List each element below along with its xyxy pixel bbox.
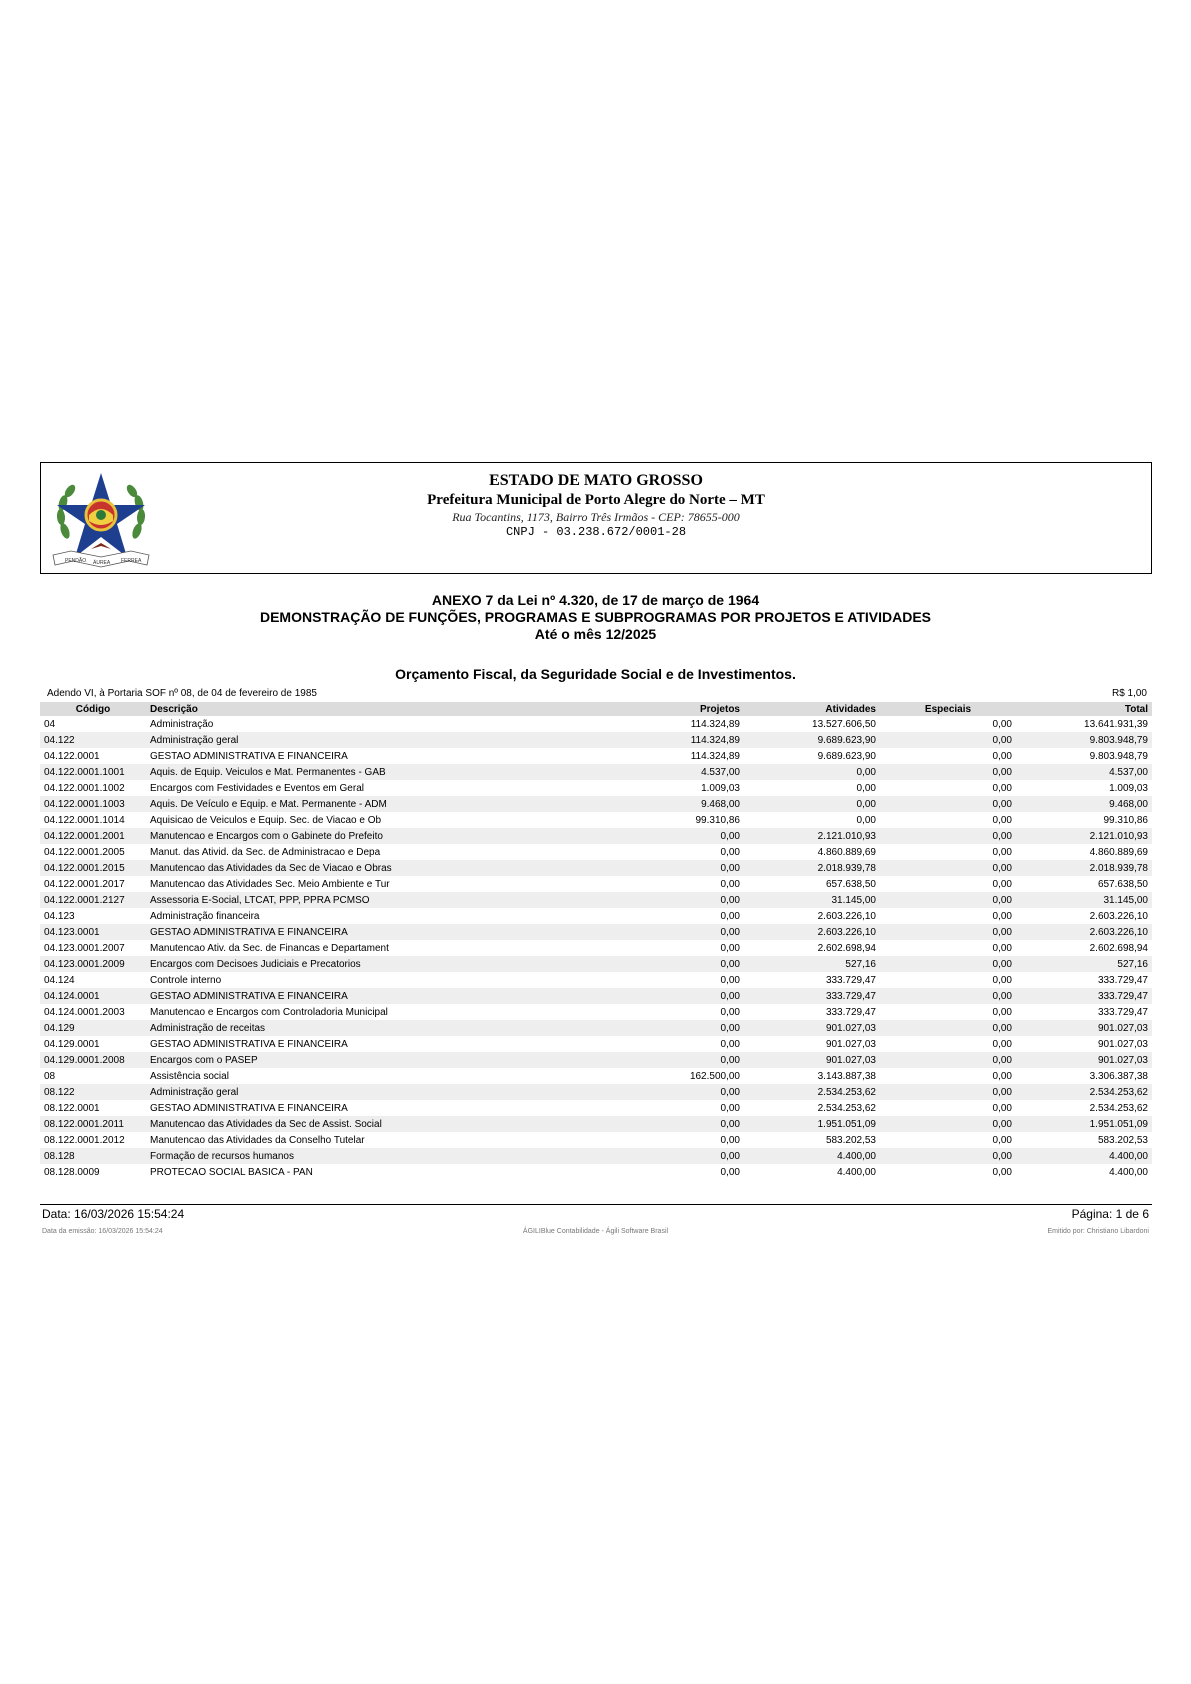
svg-text:PENDÃO: PENDÃO (65, 558, 87, 564)
cell-especiais: 0,00 (992, 1038, 1012, 1050)
table-row (40, 748, 1152, 764)
cell-projetos: 0,00 (720, 942, 740, 954)
cell-descricao: GESTAO ADMINISTRATIVA E FINANCEIRA (150, 750, 348, 762)
cell-especiais: 0,00 (880, 764, 1016, 780)
cell-projetos: 0,00 (616, 860, 744, 876)
cell-projetos: 0,00 (616, 1116, 744, 1132)
cell-especiais: 0,00 (880, 860, 1016, 876)
cell-codigo: 04.129.0001 (44, 1038, 100, 1050)
cell-projetos: 0,00 (720, 910, 740, 922)
cell-codigo: 04.122 (40, 732, 146, 748)
cell-descricao: Administração geral (146, 1084, 616, 1100)
table-row (40, 908, 1152, 924)
table-row (40, 876, 1152, 892)
cell-especiais: 0,00 (880, 796, 1016, 812)
cell-projetos: 0,00 (616, 892, 744, 908)
report-subtitle: Orçamento Fiscal, da Seguridade Social e de Investimentos. (395, 666, 796, 682)
cell-projetos: 0,00 (616, 1084, 744, 1100)
cell-total: 31.145,00 (1016, 892, 1152, 908)
cell-codigo: 04.122.0001.2127 (40, 892, 146, 908)
cell-total: 99.310,86 (1103, 814, 1148, 826)
cell-especiais: 0,00 (992, 782, 1012, 794)
cell-especiais: 0,00 (880, 924, 1016, 940)
cell-projetos: 162.500,00 (689, 1070, 740, 1082)
table-row (40, 1100, 1152, 1116)
cell-atividades: 2.018.939,78 (744, 860, 880, 876)
report-title (0, 592, 1191, 643)
cell-descricao: Manutencao e Encargos com o Gabinete do Prefeito (146, 828, 616, 844)
cell-total: 657.638,50 (1097, 878, 1148, 890)
cell-descricao: Encargos com Festividades e Eventos em Geral (150, 782, 364, 794)
cell-especiais: 0,00 (992, 974, 1012, 986)
cell-descricao: Manutencao e Encargos com Controladoria Municipal (150, 1006, 388, 1018)
cell-atividades: 4.860.889,69 (817, 846, 876, 858)
cell-projetos: 1.009,03 (701, 782, 740, 794)
cell-atividades: 901.027,03 (744, 1020, 880, 1036)
cell-projetos: 0,00 (720, 1134, 740, 1146)
cell-descricao: Assistência social (150, 1070, 229, 1082)
table-row (40, 940, 1152, 956)
cell-total: 583.202,53 (1097, 1134, 1148, 1146)
cell-atividades: 4.400,00 (837, 1166, 876, 1178)
cell-projetos: 99.310,86 (695, 814, 740, 826)
cell-codigo: 04.123.0001 (40, 924, 146, 940)
cell-especiais: 0,00 (992, 814, 1012, 826)
cell-especiais: 0,00 (880, 892, 1016, 908)
cell-codigo: 04.122.0001.1014 (44, 814, 125, 826)
cell-projetos: 0,00 (720, 878, 740, 890)
cell-total: 4.537,00 (1016, 764, 1152, 780)
cell-projetos: 114.324,89 (690, 718, 740, 730)
cell-total: 1.951.051,09 (1016, 1116, 1152, 1132)
cell-especiais: 0,00 (880, 988, 1016, 1004)
table-row (40, 860, 1152, 876)
cell-projetos: 4.537,00 (616, 764, 744, 780)
cell-atividades: 2.121.010,93 (744, 828, 880, 844)
cell-especiais: 0,00 (992, 942, 1012, 954)
cell-especiais: 0,00 (880, 828, 1016, 844)
cell-descricao: Formação de recursos humanos (146, 1148, 616, 1164)
table-row (40, 1036, 1152, 1052)
cell-atividades: 333.729,47 (825, 1006, 876, 1018)
table-row (40, 988, 1152, 1004)
cell-descricao: Manut. das Ativid. da Sec. de Administracao e Depa (150, 846, 381, 858)
portaria-reference: Adendo VI, à Portaria SOF nº 08, de 04 de fevereiro de 1985 (47, 688, 317, 699)
cell-especiais: 0,00 (880, 1052, 1016, 1068)
cell-atividades: 2.603.226,10 (817, 910, 876, 922)
cell-total: 2.018.939,78 (1016, 860, 1152, 876)
cell-atividades: 0,00 (744, 796, 880, 812)
cnpj: CNPJ - 03.238.672/0001-28 (505, 525, 687, 539)
cell-descricao: Administração geral (146, 732, 616, 748)
title-line-2: DEMONSTRAÇÃO DE FUNÇÕES, PROGRAMAS E SUBPROGRAMAS POR PROJETOS E ATIVIDADES (259, 609, 932, 625)
cell-atividades: 31.145,00 (744, 892, 880, 908)
cell-atividades: 9.689.623,90 (744, 732, 880, 748)
table-row (40, 1164, 1152, 1180)
table-row (40, 780, 1152, 796)
cell-projetos: 0,00 (720, 1038, 740, 1050)
cell-projetos: 0,00 (720, 1102, 740, 1114)
report-meta (47, 688, 1147, 699)
cell-atividades: 0,00 (856, 814, 876, 826)
cell-projetos: 0,00 (720, 846, 740, 858)
cell-descricao: Encargos com Decisoes Judiciais e Precatorios (146, 956, 616, 972)
cell-codigo: 08 (44, 1070, 56, 1082)
cell-total: 2.534.253,62 (1016, 1084, 1152, 1100)
cell-atividades: 9.689.623,90 (817, 750, 876, 762)
cell-total: 333.729,47 (1016, 988, 1152, 1004)
cell-codigo: 04.129 (40, 1020, 146, 1036)
cell-descricao: GESTAO ADMINISTRATIVA E FINANCEIRA (150, 1038, 348, 1050)
table-row (40, 1132, 1152, 1148)
cell-descricao: GESTAO ADMINISTRATIVA E FINANCEIRA (150, 1102, 348, 1114)
cell-descricao: Aquis. De Veículo e Equip. e Mat. Permanente - ADM (146, 796, 616, 812)
cell-atividades: 901.027,03 (825, 1038, 876, 1050)
cell-especiais: 0,00 (880, 1084, 1016, 1100)
cell-descricao: Manutencao Ativ. da Sec. de Financas e Departament (150, 942, 389, 954)
cell-codigo: 08.122.0001.2012 (44, 1134, 125, 1146)
footer-emission-date: Data da emissão: 16/03/2026 15:54:24 (42, 1228, 163, 1235)
cell-especiais: 0,00 (880, 956, 1016, 972)
table-row (40, 1148, 1152, 1164)
cell-atividades: 4.400,00 (744, 1148, 880, 1164)
cell-descricao: Manutencao das Atividades da Sec de Viacao e Obras (146, 860, 616, 876)
cell-codigo: 04.123 (44, 910, 75, 922)
cell-projetos: 0,00 (616, 924, 744, 940)
cell-total: 2.121.010,93 (1016, 828, 1152, 844)
cell-descricao: GESTAO ADMINISTRATIVA E FINANCEIRA (146, 988, 616, 1004)
table-row (40, 1052, 1152, 1068)
table-body (40, 716, 1152, 1180)
cell-total: 527,16 (1016, 956, 1152, 972)
cell-total: 4.400,00 (1016, 1148, 1152, 1164)
cell-projetos: 0,00 (616, 988, 744, 1004)
cell-atividades: 333.729,47 (744, 988, 880, 1004)
cell-projetos: 0,00 (616, 828, 744, 844)
cell-total: 2.603.226,10 (1089, 910, 1148, 922)
table-row (40, 924, 1152, 940)
col-atividades: Atividades (744, 702, 880, 716)
table-row (40, 828, 1152, 844)
cell-atividades: 2.602.698,94 (817, 942, 876, 954)
cell-codigo: 08.122 (40, 1084, 146, 1100)
budget-table (40, 702, 1152, 1180)
cell-especiais: 0,00 (880, 1116, 1016, 1132)
cell-total: 2.534.253,62 (1089, 1102, 1148, 1114)
cell-codigo: 04.122.0001.2001 (40, 828, 146, 844)
cell-codigo: 08.128.0009 (44, 1166, 100, 1178)
cell-descricao: Administração financeira (150, 910, 260, 922)
cell-codigo: 04.122.0001.1002 (44, 782, 125, 794)
cell-total: 9.803.948,79 (1016, 732, 1152, 748)
cell-codigo: 04.122.0001.1003 (40, 796, 146, 812)
cell-total: 901.027,03 (1016, 1052, 1152, 1068)
cell-total: 2.603.226,10 (1016, 924, 1152, 940)
cell-total: 4.860.889,69 (1089, 846, 1148, 858)
table-row (40, 972, 1152, 988)
cell-codigo: 04.129.0001.2008 (40, 1052, 146, 1068)
cell-codigo: 08.128 (40, 1148, 146, 1164)
cell-descricao: Manutencao das Atividades Sec. Meio Ambiente e Tur (150, 878, 390, 890)
col-total: Total (1016, 702, 1152, 716)
cell-codigo: 08.122.0001 (44, 1102, 100, 1114)
prefeitura-name: Prefeitura Municipal de Porto Alegre do Norte – MT (427, 492, 765, 508)
footer-page-number: Página: 1 de 6 (1071, 1207, 1149, 1221)
cell-descricao: Aquis. de Equip. Veiculos e Mat. Permanentes - GAB (146, 764, 616, 780)
svg-text:FERREA: FERREA (121, 558, 142, 564)
table-row (40, 844, 1152, 860)
cell-codigo: 04.124 (44, 974, 75, 986)
cell-atividades: 0,00 (856, 782, 876, 794)
cell-total: 2.602.698,94 (1089, 942, 1148, 954)
col-projetos: Projetos (616, 702, 744, 716)
cell-especiais: 0,00 (992, 910, 1012, 922)
cell-codigo: 08.122.0001.2011 (40, 1116, 146, 1132)
cell-descricao: Controle interno (150, 974, 222, 986)
cell-codigo: 04.123.0001.2009 (40, 956, 146, 972)
cell-especiais: 0,00 (992, 1006, 1012, 1018)
cell-total: 333.729,47 (1097, 974, 1148, 986)
cell-codigo: 04.122.0001.2005 (44, 846, 125, 858)
cell-codigo: 04.124.0001.2003 (44, 1006, 125, 1018)
col-codigo: Código (40, 702, 146, 716)
cell-codigo: 04 (44, 718, 56, 730)
cell-atividades: 3.143.887,38 (817, 1070, 876, 1082)
cell-atividades: 583.202,53 (825, 1134, 876, 1146)
cell-codigo: 04.122.0001 (44, 750, 100, 762)
cell-total: 901.027,03 (1016, 1020, 1152, 1036)
cell-projetos: 9.468,00 (616, 796, 744, 812)
col-especiais: Especiais (880, 702, 1016, 716)
cell-descricao: Administração (150, 718, 214, 730)
letterhead (40, 462, 1152, 574)
table-row (40, 1084, 1152, 1100)
cell-codigo: 04.123.0001.2007 (44, 942, 125, 954)
cell-projetos: 0,00 (616, 1020, 744, 1036)
cell-total: 333.729,47 (1097, 1006, 1148, 1018)
cell-atividades: 2.534.253,62 (744, 1084, 880, 1100)
cell-especiais: 0,00 (992, 1070, 1012, 1082)
title-line-1: ANEXO 7 da Lei nº 4.320, de 17 de março de 1964 (431, 592, 760, 608)
cell-descricao: Aquisicao de Veiculos e Equip. Sec. de Viacao e Ob (150, 814, 382, 826)
cell-projetos: 0,00 (720, 1166, 740, 1178)
cell-especiais: 0,00 (880, 732, 1016, 748)
cell-atividades: 2.534.253,62 (817, 1102, 876, 1114)
table-header-row (40, 702, 1152, 716)
state-name: ESTADO DE MATO GROSSO (489, 472, 703, 489)
table-row (40, 732, 1152, 748)
cell-total: 1.009,03 (1109, 782, 1148, 794)
cell-atividades: 13.527.606,50 (812, 718, 876, 730)
cell-projetos: 0,00 (720, 974, 740, 986)
cell-especiais: 0,00 (992, 878, 1012, 890)
cell-descricao: Assessoria E-Social, LTCAT, PPP, PPRA PCMSO (146, 892, 616, 908)
table-row (40, 764, 1152, 780)
cell-atividades: 0,00 (744, 764, 880, 780)
cell-projetos: 0,00 (616, 1052, 744, 1068)
cell-projetos: 0,00 (720, 1006, 740, 1018)
footer-emitted-by: Emitido por: Christiano Libardoni (1047, 1228, 1149, 1235)
cell-especiais: 0,00 (992, 1102, 1012, 1114)
footer-divider (40, 1204, 1152, 1205)
table-row (40, 812, 1152, 828)
cell-total: 3.306.387,38 (1089, 1070, 1148, 1082)
cell-descricao: Encargos com o PASEP (146, 1052, 616, 1068)
cell-projetos: 114.324,89 (616, 732, 744, 748)
table-row (40, 1004, 1152, 1020)
table-row (40, 1116, 1152, 1132)
cell-codigo: 04.124.0001 (40, 988, 146, 1004)
cell-descricao: GESTAO ADMINISTRATIVA E FINANCEIRA (146, 924, 616, 940)
cell-descricao: Manutencao das Atividades da Sec de Assist. Social (146, 1116, 616, 1132)
cell-especiais: 0,00 (992, 750, 1012, 762)
cell-total: 13.641.931,39 (1084, 718, 1148, 730)
cell-atividades: 1.951.051,09 (744, 1116, 880, 1132)
table-row (40, 1068, 1152, 1084)
table-row (40, 796, 1152, 812)
cell-projetos: 0,00 (616, 956, 744, 972)
footer-date: Data: 16/03/2026 15:54:24 (42, 1207, 185, 1221)
cell-codigo: 04.122.0001.2015 (40, 860, 146, 876)
cell-especiais: 0,00 (992, 1166, 1012, 1178)
cell-especiais: 0,00 (992, 1134, 1012, 1146)
table-row (40, 716, 1152, 732)
table-row (40, 956, 1152, 972)
cell-projetos: 0,00 (616, 1148, 744, 1164)
cell-descricao: Administração de receitas (146, 1020, 616, 1036)
cell-especiais: 0,00 (880, 1148, 1016, 1164)
cell-atividades: 901.027,03 (744, 1052, 880, 1068)
cell-projetos: 114.324,89 (690, 750, 740, 762)
address: Rua Tocantins, 1173, Bairro Três Irmãos - CEP: 78655-000 (452, 510, 740, 524)
cell-codigo: 04.122.0001.2017 (44, 878, 125, 890)
cell-total: 9.468,00 (1016, 796, 1152, 812)
cell-codigo: 04.122.0001.1001 (40, 764, 146, 780)
cell-total: 901.027,03 (1097, 1038, 1148, 1050)
cell-descricao: Manutencao das Atividades da Conselho Tutelar (150, 1134, 365, 1146)
svg-text:ÁUREA: ÁUREA (93, 560, 111, 566)
title-line-3: Até o mês 12/2025 (534, 626, 657, 642)
currency-unit: R$ 1,00 (1111, 688, 1147, 699)
cell-descricao: PROTECAO SOCIAL BASICA - PAN (150, 1166, 313, 1178)
table-row (40, 1020, 1152, 1036)
cell-total: 4.400,00 (1109, 1166, 1148, 1178)
cell-atividades: 657.638,50 (825, 878, 876, 890)
cell-total: 9.803.948,79 (1089, 750, 1148, 762)
cell-especiais: 0,00 (992, 718, 1012, 730)
col-descricao: Descrição (146, 702, 616, 716)
footer-software: ÁGILIBlue Contabilidade - Ágili Software Brasil (522, 1228, 669, 1235)
cell-atividades: 333.729,47 (825, 974, 876, 986)
cell-especiais: 0,00 (880, 1020, 1016, 1036)
cell-atividades: 2.603.226,10 (744, 924, 880, 940)
table-row (40, 892, 1152, 908)
cell-atividades: 527,16 (744, 956, 880, 972)
cell-especiais: 0,00 (992, 846, 1012, 858)
